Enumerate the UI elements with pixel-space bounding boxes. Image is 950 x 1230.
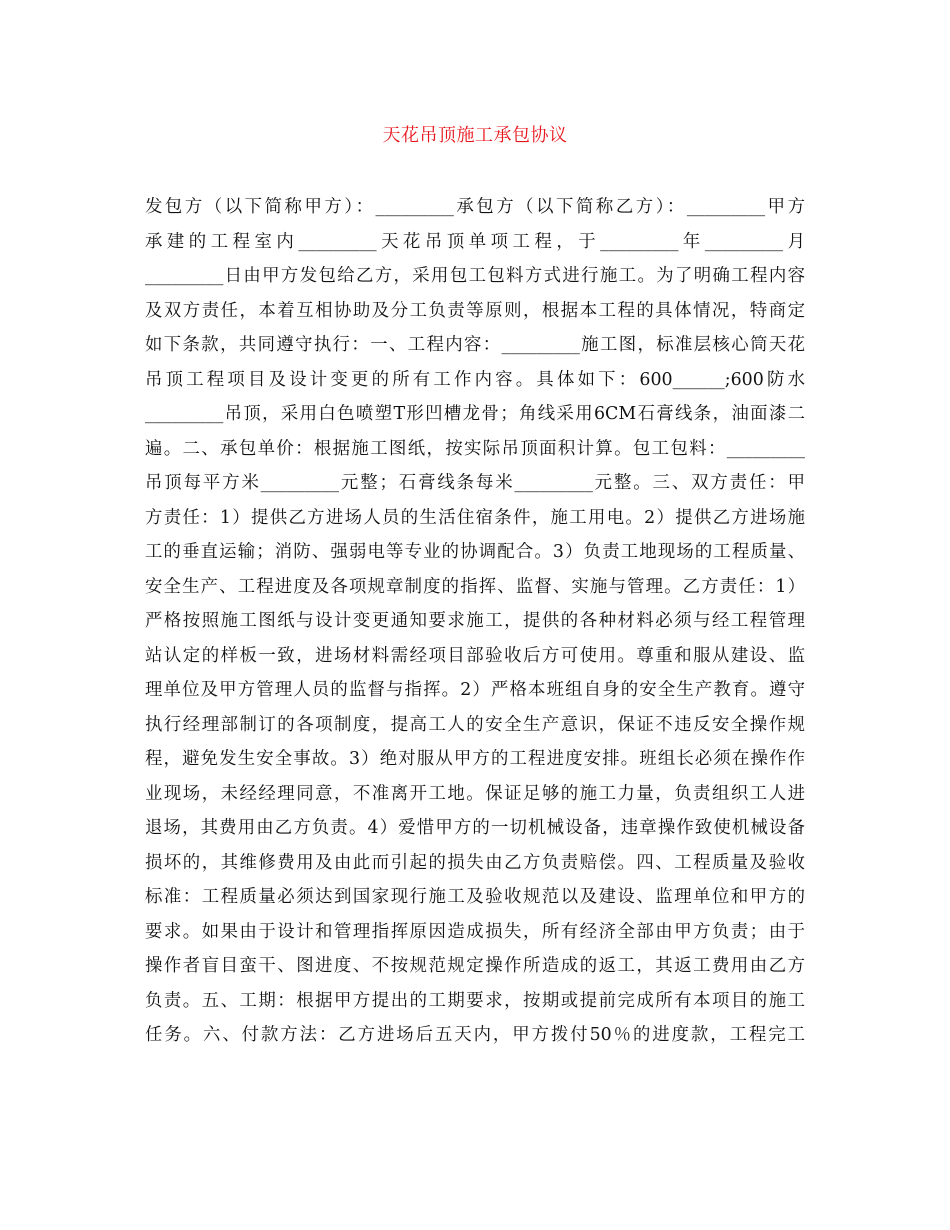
body-line: 如下条款，共同遵守执行：一、工程内容：_________施工图，标准层核心筒天花 — [145, 335, 805, 355]
document-body — [145, 190, 805, 1053]
document-title: 天花吊顶施工承包协议 — [382, 125, 568, 146]
body-line: 损坏的，其维修费用及由此而引起的损失由乙方负责赔偿。四、工程质量及验收 — [145, 852, 805, 873]
body-line: 工的垂直运输；消防、强弱电等专业的协调配合。3）负责工地现场的工程质量、 — [145, 542, 805, 562]
body-line: 及双方责任，本着互相协助及分工负责等原则，根据本工程的具体情况，特商定 — [145, 300, 805, 321]
body-line: 发包方（以下简称甲方）：_________承包方（以下简称乙方）：_________甲方 — [145, 197, 805, 217]
body-line: 站认定的样板一致，进场材料需经项目部验收后方可使用。尊重和服从建设、监 — [145, 645, 805, 666]
body-line: 严格按照施工图纸与设计变更通知要求施工，提供的各种材料必须与经工程管理 — [145, 611, 805, 631]
body-line: 吊顶每平方米_________元整；石膏线条每米_________元整。三、双方责任：甲 — [145, 473, 805, 493]
body-line: 任务。六、付款方法：乙方进场后五天内，甲方拨付50％的进度款，工程完工 — [145, 1025, 805, 1045]
body-line: 业现场，未经经理同意，不准离开工地。保证足够的施工力量，负责组织工人进 — [145, 783, 805, 804]
body-line: 负责。五、工期：根据甲方提出的工期要求，按期或提前完成所有本项目的施工 — [145, 990, 805, 1011]
body-line: 方责任：1）提供乙方进场人员的生活住宿条件，施工用电。2）提供乙方进场施 — [145, 507, 805, 528]
body-line: 程，避免发生安全事故。3）绝对服从甲方的工程进度安排。班组长必须在操作作 — [145, 749, 805, 769]
body-line: _________日由甲方发包给乙方，采用包工包料方式进行施工。为了明确工程内容 — [145, 266, 805, 286]
body-line: 退场，其费用由乙方负责。4）爱惜甲方的一切机械设备，违章操作致使机械设备 — [145, 818, 805, 838]
body-line: 遍。二、承包单价：根据施工图纸，按实际吊顶面积计算。包工包料：_________ — [145, 438, 805, 459]
body-line: 执行经理部制订的各项制度，提高工人的安全生产意识，保证不违反安全操作规 — [145, 714, 805, 735]
body-line: 承建的工程室内_________天花吊顶单项工程，于_________年_________月 — [145, 231, 805, 252]
body-line: 理单位及甲方管理人员的监督与指挥。2）严格本班组自身的安全生产教育。遵守 — [145, 680, 805, 700]
body-line: 标准：工程质量必须达到国家现行施工及验收规范以及建设、监理单位和甲方的 — [145, 887, 805, 907]
body-line: 吊顶工程项目及设计变更的所有工作内容。具体如下：600______;600防水 — [145, 369, 805, 390]
body-line: _________吊顶，采用白色喷塑T形凹槽龙骨；角线采用6CM石膏线条，油面漆二 — [145, 404, 805, 424]
body-line: 操作者盲目蛮干、图进度、不按规范规定操作所造成的返工，其返工费用由乙方 — [145, 956, 805, 976]
body-line: 要求。如果由于设计和管理指挥原因造成损失，所有经济全部由甲方负责；由于 — [145, 921, 805, 942]
body-line: 安全生产、工程进度及各项规章制度的指挥、监督、实施与管理。乙方责任：1） — [145, 576, 805, 597]
